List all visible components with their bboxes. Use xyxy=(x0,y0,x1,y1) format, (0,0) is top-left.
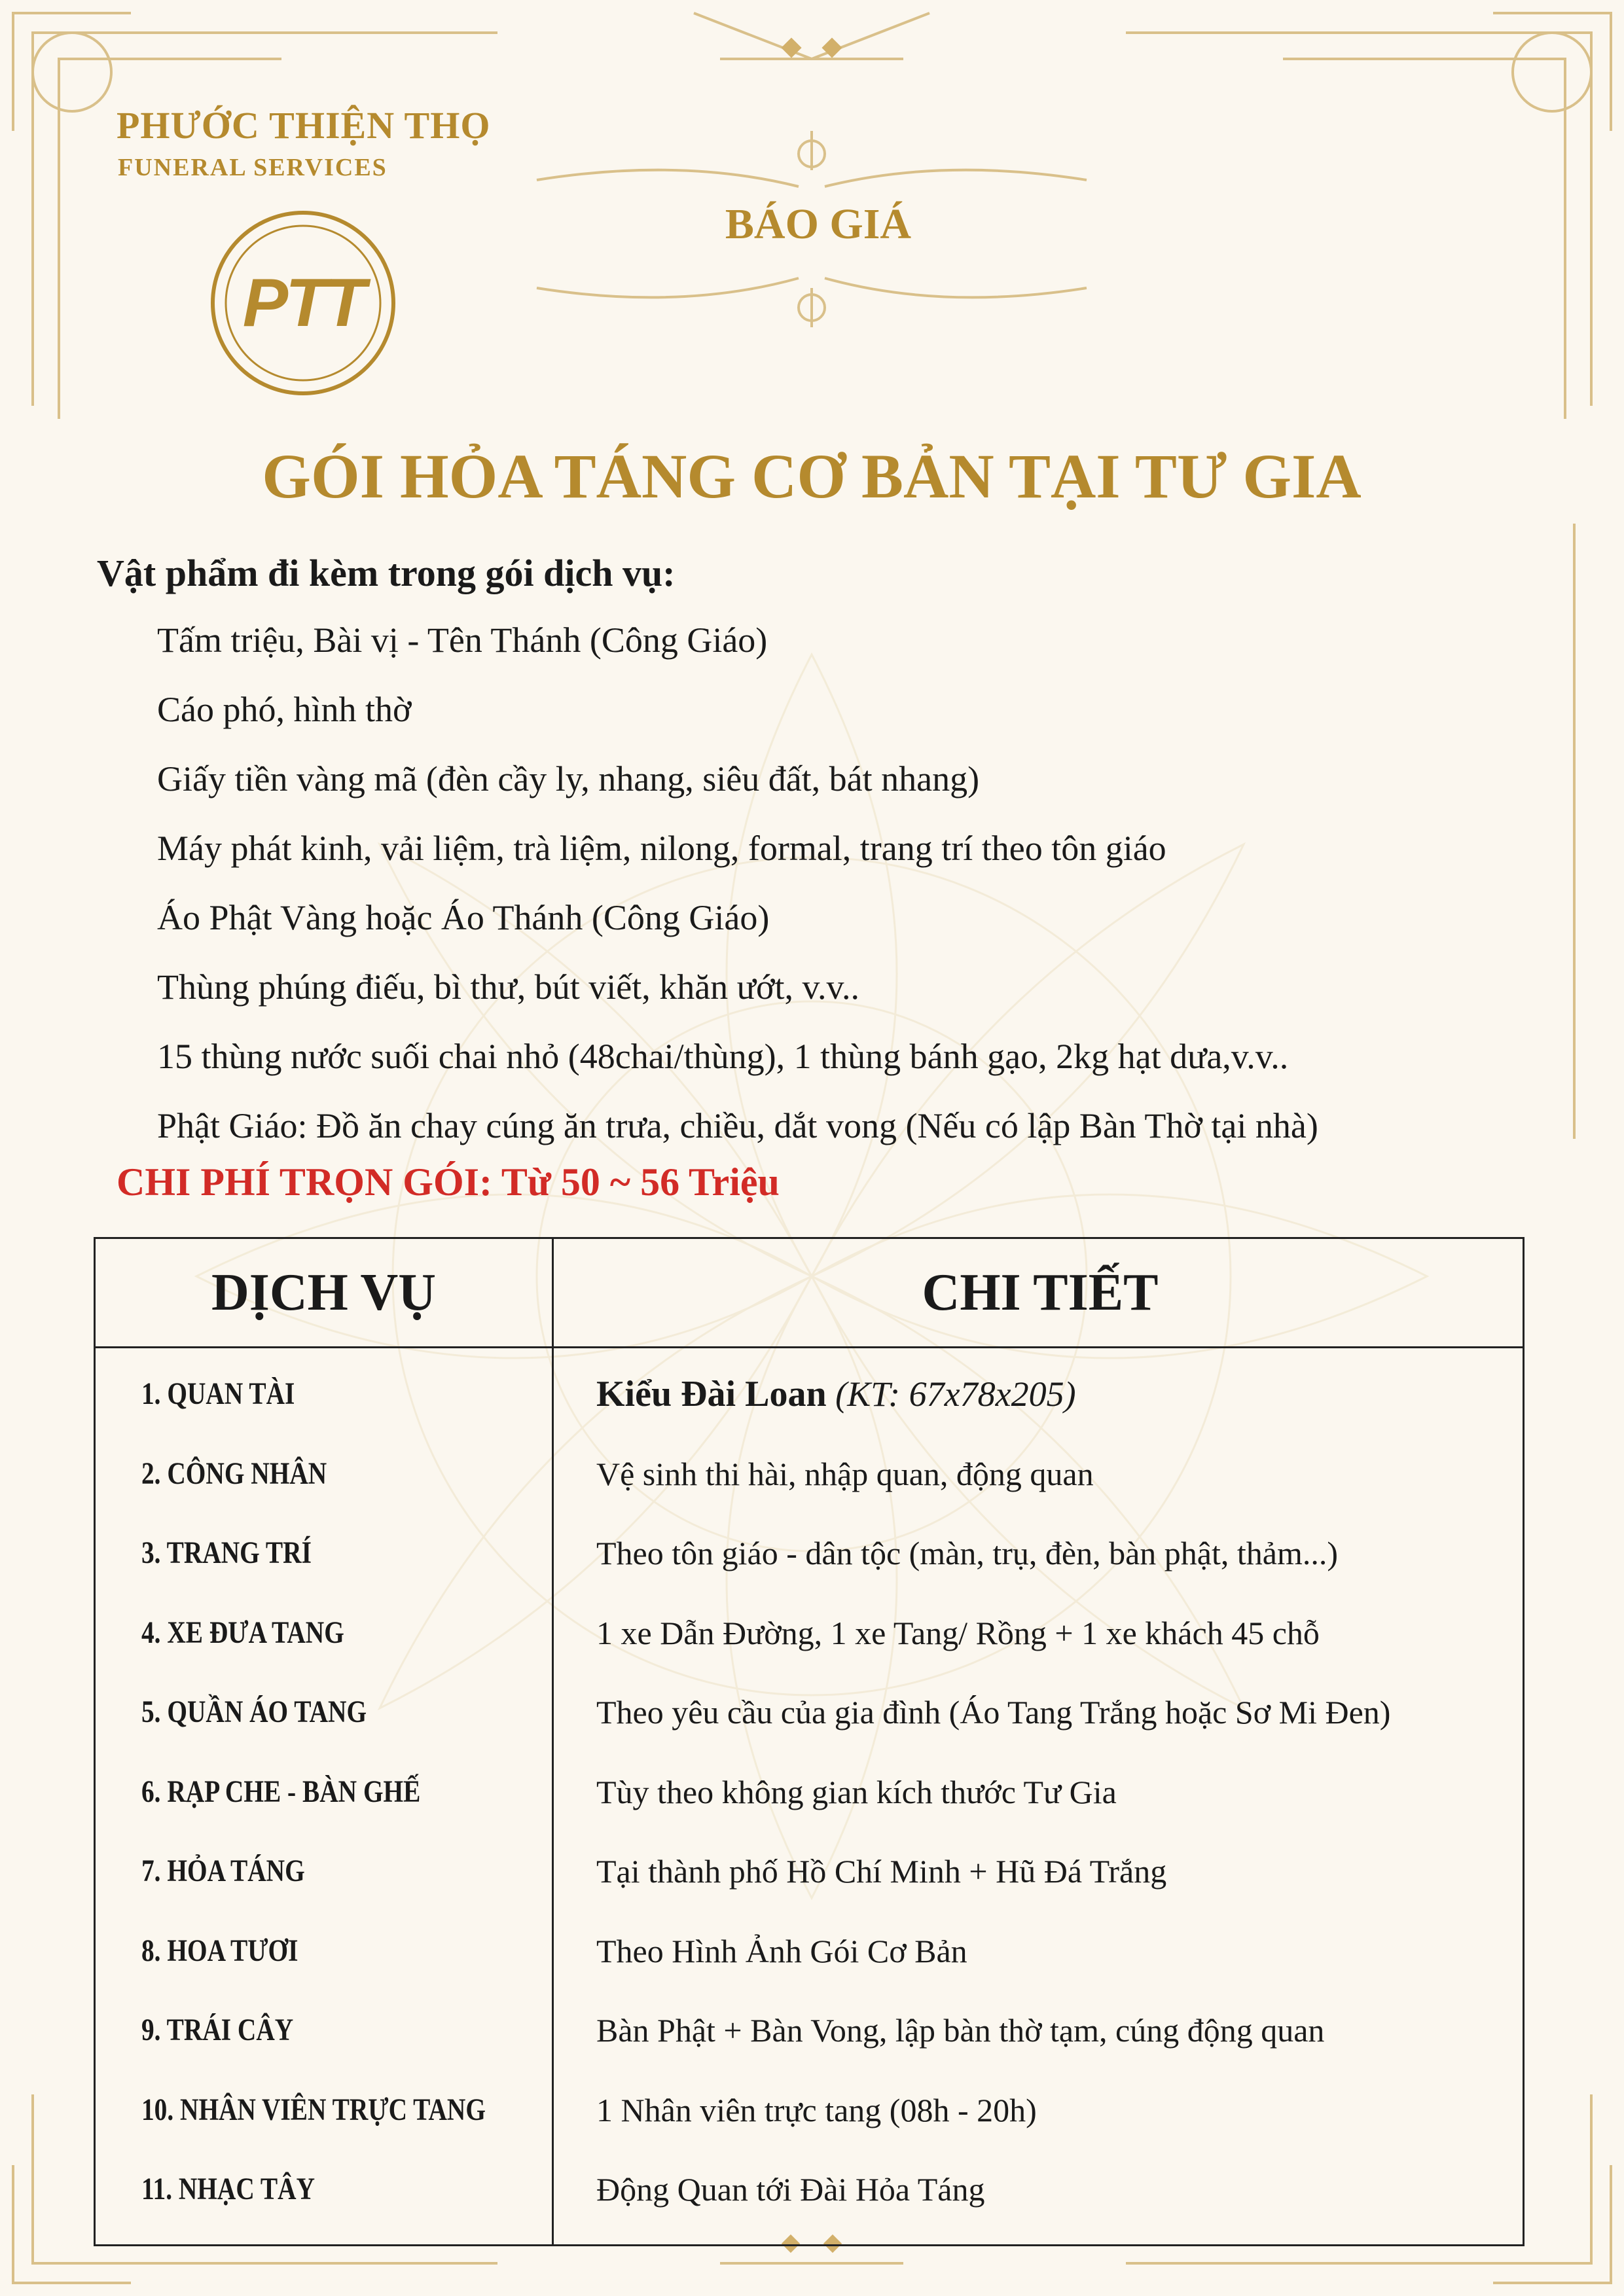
list-item: Cáo phó, hình thờ xyxy=(157,690,412,729)
service-detail: Động Quan tới Đài Hỏa Táng xyxy=(596,2171,985,2208)
service-name: 10. NHÂN VIÊN TRỰC TANG xyxy=(141,2092,486,2127)
included-items-list xyxy=(157,612,1318,1167)
brand-logo xyxy=(208,208,398,398)
service-detail: Tại thành phố Hồ Chí Minh + Hũ Đá Trắng xyxy=(596,1853,1167,1890)
table-row xyxy=(96,1604,1523,1683)
header-divider xyxy=(96,1346,1523,1348)
service-name: 8. HOA TƯƠI xyxy=(141,1933,298,1968)
package-price: CHI PHÍ TRỌN GÓI: Từ 50 ~ 56 Triệu xyxy=(117,1160,780,1204)
service-detail: Bàn Phật + Bàn Vong, lập bàn thờ tạm, cúng động quan xyxy=(596,2012,1325,2049)
service-name: 7. HỎA TÁNG xyxy=(141,1854,305,1888)
table-row xyxy=(96,2081,1523,2161)
service-detail: Theo tôn giáo - dân tộc (màn, trụ, đèn, bàn phật, thảm...) xyxy=(596,1535,1339,1571)
page-title: GÓI HỎA TÁNG CƠ BẢN TẠI TƯ GIA xyxy=(262,441,1362,511)
service-name: 2. CÔNG NHÂN xyxy=(141,1456,327,1491)
service-detail: Theo yêu cầu của gia đình (Áo Tang Trắng hoặc Sơ Mi Đen) xyxy=(596,1694,1391,1731)
list-item: Tấm triệu, Bài vị - Tên Thánh (Công Giáo) xyxy=(157,620,768,660)
coffin-size: (KT: 67x78x205) xyxy=(826,1374,1076,1414)
list-item: Máy phát kinh, vải liệm, trà liệm, nilong, formal, trang trí theo tôn giáo xyxy=(157,829,1166,868)
brand-subtitle: FUNERAL SERVICES xyxy=(118,154,388,181)
service-name: 1. QUAN TÀI xyxy=(141,1376,295,1411)
service-name: 3. TRANG TRÍ xyxy=(141,1535,312,1570)
list-item: Giấy tiền vàng mã (đèn cầy ly, nhang, siêu đất, bát nhang) xyxy=(157,759,980,798)
list-item: Áo Phật Vàng hoặc Áo Thánh (Công Giáo) xyxy=(157,898,770,937)
column-header-service: DỊCH VỤ xyxy=(211,1264,436,1321)
coffin-style: Kiểu Đài Loan xyxy=(596,1374,827,1414)
table-body xyxy=(96,1365,1523,2240)
service-name: 11. NHẠC TÂY xyxy=(141,2172,315,2206)
service-name: 4. XE ĐƯA TANG xyxy=(141,1615,344,1650)
service-detail: Theo Hình Ảnh Gói Cơ Bản xyxy=(596,1932,967,1969)
table-row xyxy=(96,1524,1523,1604)
list-item: Phật Giáo: Đồ ăn chay cúng ăn trưa, chiều, dắt vong (Nếu có lập Bàn Thờ tại nhà) xyxy=(157,1106,1318,1145)
logo-monogram: PTT xyxy=(242,264,364,341)
service-detail xyxy=(596,1365,1076,1424)
brand-name: PHƯỚC THIỆN THỌ xyxy=(117,104,491,147)
service-name: 6. RẠP CHE - BÀN GHẾ xyxy=(141,1774,421,1809)
list-item: 15 thùng nước suối chai nhỏ (48chai/thùng), 1 thùng bánh gạo, 2kg hạt dưa,v.v.. xyxy=(157,1037,1289,1076)
service-detail: 1 xe Dẫn Đường, 1 xe Tang/ Rồng + 1 xe khách 45 chỗ xyxy=(596,1614,1320,1651)
service-name: 9. TRÁI CÂY xyxy=(141,2013,294,2047)
quote-badge: BÁO GIÁ xyxy=(725,200,912,248)
table-row xyxy=(96,2160,1523,2240)
service-detail: 1 Nhân viên trực tang (08h - 20h) xyxy=(596,2091,1037,2128)
service-name: 5. QUẦN ÁO TANG xyxy=(141,1695,367,1729)
service-detail: Tùy theo không gian kích thước Tư Gia xyxy=(596,1773,1117,1810)
table-row xyxy=(96,1444,1523,1524)
table-row xyxy=(96,1763,1523,1842)
table-row xyxy=(96,1922,1523,2001)
table-row xyxy=(96,2001,1523,2081)
column-header-detail: CHI TIẾT xyxy=(922,1264,1159,1321)
items-heading: Vật phẩm đi kèm trong gói dịch vụ: xyxy=(97,552,676,594)
table-row xyxy=(96,1365,1523,1444)
service-detail: Vệ sinh thi hài, nhập quan, động quan xyxy=(596,1455,1094,1492)
table-row xyxy=(96,1842,1523,1922)
services-table xyxy=(94,1237,1525,2246)
list-item: Thùng phúng điếu, bì thư, bút viết, khăn ướt, v.v.. xyxy=(157,967,859,1007)
table-row xyxy=(96,1683,1523,1763)
